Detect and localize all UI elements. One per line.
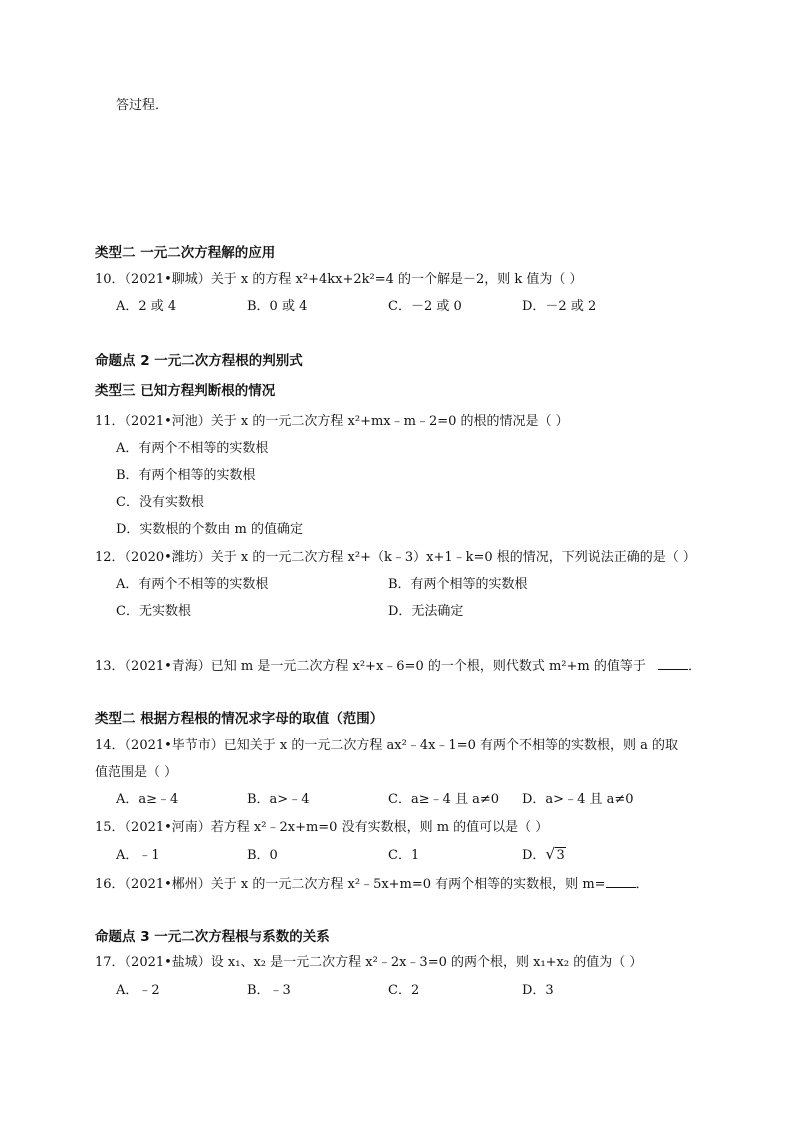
q12-option-d: D．无法确定	[388, 604, 464, 619]
intro-tail: 答过程．	[116, 98, 169, 113]
question-16-stem	[95, 875, 649, 894]
q12-option-b: B．有两个相等的实数根	[388, 577, 528, 592]
question-14-stem: 14．（2021•毕节市）已知关于 x 的一元二次方程 ax²﹣4x﹣1=0 有两个不相等的实数根，则 a 的取	[95, 738, 679, 753]
sqrt-radicand: 3	[556, 848, 565, 863]
q15-option-d	[522, 847, 566, 865]
q10-option-d: D．－2 或 2	[522, 299, 597, 314]
q11-option-c: C．没有实数根	[116, 495, 204, 510]
q15-option-c: C．1	[388, 848, 420, 863]
question-14-stem-cont: 值范围是（ ）	[95, 765, 178, 780]
q11-option-a: A．有两个不相等的实数根	[116, 441, 269, 456]
answer-blank[interactable]	[658, 657, 688, 670]
section-heading: 类型三 已知方程判断根的情况	[95, 383, 276, 399]
q10-option-b: B．0 或 4	[247, 299, 308, 314]
q14-option-b: B．a>﹣4	[247, 792, 310, 807]
sqrt-symbol: √ 3	[545, 845, 565, 863]
q14-option-c: C．a≥﹣4 且 a≠0	[388, 792, 500, 807]
q14-option-a: A．a≥﹣4	[116, 792, 179, 807]
q10-option-c: C．－2 或 0	[388, 299, 462, 314]
q15-option-b: B．0	[247, 848, 278, 863]
question-17-stem: 17．（2021•盐城）设 x₁、x₂ 是一元二次方程 x²﹣2x﹣3=0 的两个根，则 x₁+x₂ 的值为（ ）	[95, 955, 643, 970]
q17-option-c: C．2	[388, 983, 420, 998]
q17-option-b: B．﹣3	[247, 983, 291, 998]
q17-option-a: A．﹣2	[116, 983, 160, 998]
question-15-stem: 15．（2021•河南）若方程 x²﹣2x+m=0 没有实数根，则 m 的值可以是（ ）	[95, 820, 549, 835]
q15-option-d-label: D．	[522, 848, 546, 863]
q11-option-d: D．实数根的个数由 m 的值确定	[116, 522, 304, 537]
question-13-stem	[95, 657, 701, 676]
section-heading: 类型二 一元二次方程解的应用	[95, 245, 276, 261]
q15-option-a: A．﹣1	[116, 848, 160, 863]
q17-option-d: D．3	[522, 983, 554, 998]
question-13-text: 13．（2021•青海）已知 m 是一元二次方程 x²+x﹣6=0 的一个根，则代数式 m²+m 的值等于	[95, 659, 646, 674]
question-12-stem: 12．（2020•潍坊）关于 x 的一元二次方程 x²+（k﹣3）x+1﹣k=0 根的情况，下列说法正确的是（ ）	[95, 550, 696, 565]
question-16-end: ．	[635, 877, 649, 892]
question-10-stem: 10．（2021•聊城）关于 x 的方程 x²+4kx+2k²=4 的一个解是－2，则 k 值为（ ）	[95, 272, 583, 287]
answer-blank[interactable]	[606, 875, 636, 888]
section-heading: 类型二 根据方程根的情况求字母的取值（范围）	[95, 711, 384, 727]
question-16-text: 16．（2021•郴州）关于 x 的一元二次方程 x²﹣5x+m=0 有两个相等的实数根，则 m=	[95, 877, 606, 892]
q12-option-c: C．无实数根	[116, 604, 191, 619]
section-heading: 命题点 2 一元二次方程根的判别式	[95, 353, 303, 369]
question-11-stem: 11．（2021•河池）关于 x 的一元二次方程 x²+mx﹣m﹣2=0 的根的情况是（ ）	[95, 414, 569, 429]
q14-option-d: D．a>﹣4 且 a≠0	[522, 792, 634, 807]
section-heading: 命题点 3 一元二次方程根与系数的关系	[95, 929, 330, 945]
q10-option-a: A．2 或 4	[116, 299, 177, 314]
q11-option-b: B．有两个相等的实数根	[116, 468, 256, 483]
question-13-end: ．	[688, 659, 702, 674]
q12-option-a: A．有两个不相等的实数根	[116, 577, 269, 592]
